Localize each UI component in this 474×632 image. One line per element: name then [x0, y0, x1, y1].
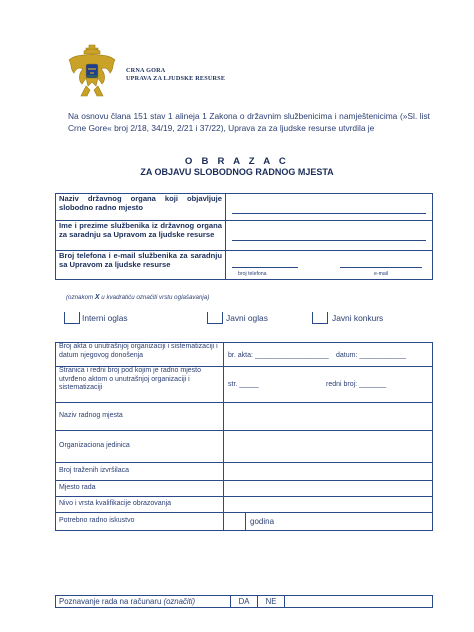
computer-skills-yes[interactable]: DA: [231, 596, 258, 608]
position-details-table: [55, 342, 433, 531]
phone-caption: broj telefona: [238, 271, 267, 277]
form-title: O B R A Z A C: [184, 156, 290, 167]
organ-info-table: [55, 193, 433, 280]
organ-name-label: Naziv državnog organa koji objavljuje slobodno radno mjesto: [56, 194, 226, 221]
ad-type-instruction: (oznakom X u kvadratiću označiti vrstu oglašavanja): [66, 294, 210, 301]
public-contest-checkbox[interactable]: [312, 312, 328, 324]
contact-phone-email-label: Broj telefona i e-mail službenika za saradnju sa Upravom za ljudske resurse: [56, 251, 226, 280]
organ-name-field[interactable]: [226, 194, 433, 221]
public-ad-checkbox[interactable]: [207, 312, 223, 324]
page-number-label: Stranica i redni broj pod kojim je radno mjesto utvrđeno aktom o unutrašnjoj organizaciji i sistematizaciji: [56, 367, 224, 403]
org-unit-field[interactable]: [224, 431, 433, 463]
act-number-label: Broj akta o unutrašnjoj organizaciji i sistematizaciji i datum njegovog donošenja: [56, 343, 224, 367]
experience-field[interactable]: [224, 513, 433, 531]
experience-label: Potrebno radno iskustvo: [56, 513, 224, 531]
act-number-text: br. akta: ___________________: [228, 352, 329, 359]
act-date-text: datum: ____________: [336, 352, 407, 359]
experience-years-box[interactable]: [224, 513, 246, 531]
org-line-1: CRNA GORA: [126, 67, 166, 74]
intro-paragraph: Na osnovu člana 151 stav 1 alineja 1 Zakona o državnim službenicima i namještenicima (»Sl. list Crne Gore« broj 2/18, 34/19, 2/21 i 37/22), Uprava za za ljudske resurse utvrdila je: [68, 111, 430, 133]
form-subtitle: ZA OBJAVU SLOBODNOG RADNOG MJESTA: [140, 167, 334, 177]
positions-count-field[interactable]: [224, 463, 433, 481]
computer-skills-note: (označiti): [163, 597, 196, 606]
contact-name-field[interactable]: [226, 221, 433, 251]
page-text: str. _____: [228, 381, 259, 388]
work-location-field[interactable]: [224, 481, 433, 497]
computer-skills-no[interactable]: NE: [258, 596, 285, 608]
computer-skills-label: Poznavanje rada na računaru (označiti): [56, 596, 231, 608]
contact-name-label: Ime i prezime službenika iz državnog organa za saradnju sa Upravom za ljudske resurse: [56, 221, 226, 251]
work-location-label: Mjesto rada: [56, 481, 224, 497]
computer-skills-table: [55, 595, 433, 608]
positions-count-label: Broj traženih izvršilaca: [56, 463, 224, 481]
email-caption: e-mail: [374, 271, 389, 277]
computer-skills-blank: [285, 596, 433, 608]
qualification-field[interactable]: [224, 497, 433, 513]
qualification-label: Nivo i vrsta kvalifikacije obrazovanja: [56, 497, 224, 513]
experience-unit: godina: [250, 517, 275, 526]
contact-phone-email-field[interactable]: [226, 251, 433, 280]
internal-ad-label: Interni oglas: [82, 313, 128, 323]
ordinal-number-text: redni broj: _______: [326, 381, 387, 388]
position-name-field[interactable]: [224, 403, 433, 431]
page-number-field[interactable]: [224, 367, 433, 403]
public-ad-label: Javni oglas: [226, 313, 268, 323]
coat-of-arms-icon: [66, 42, 118, 100]
position-name-label: Naziv radnog mjesta: [56, 403, 224, 431]
public-contest-label: Javni konkurs: [332, 313, 384, 323]
org-line-2: UPRAVA ZA LJUDSKE RESURSE: [126, 75, 226, 82]
act-number-field[interactable]: [224, 343, 433, 367]
internal-ad-checkbox[interactable]: [64, 312, 80, 324]
org-unit-label: Organizaciona jedinica: [56, 431, 224, 463]
